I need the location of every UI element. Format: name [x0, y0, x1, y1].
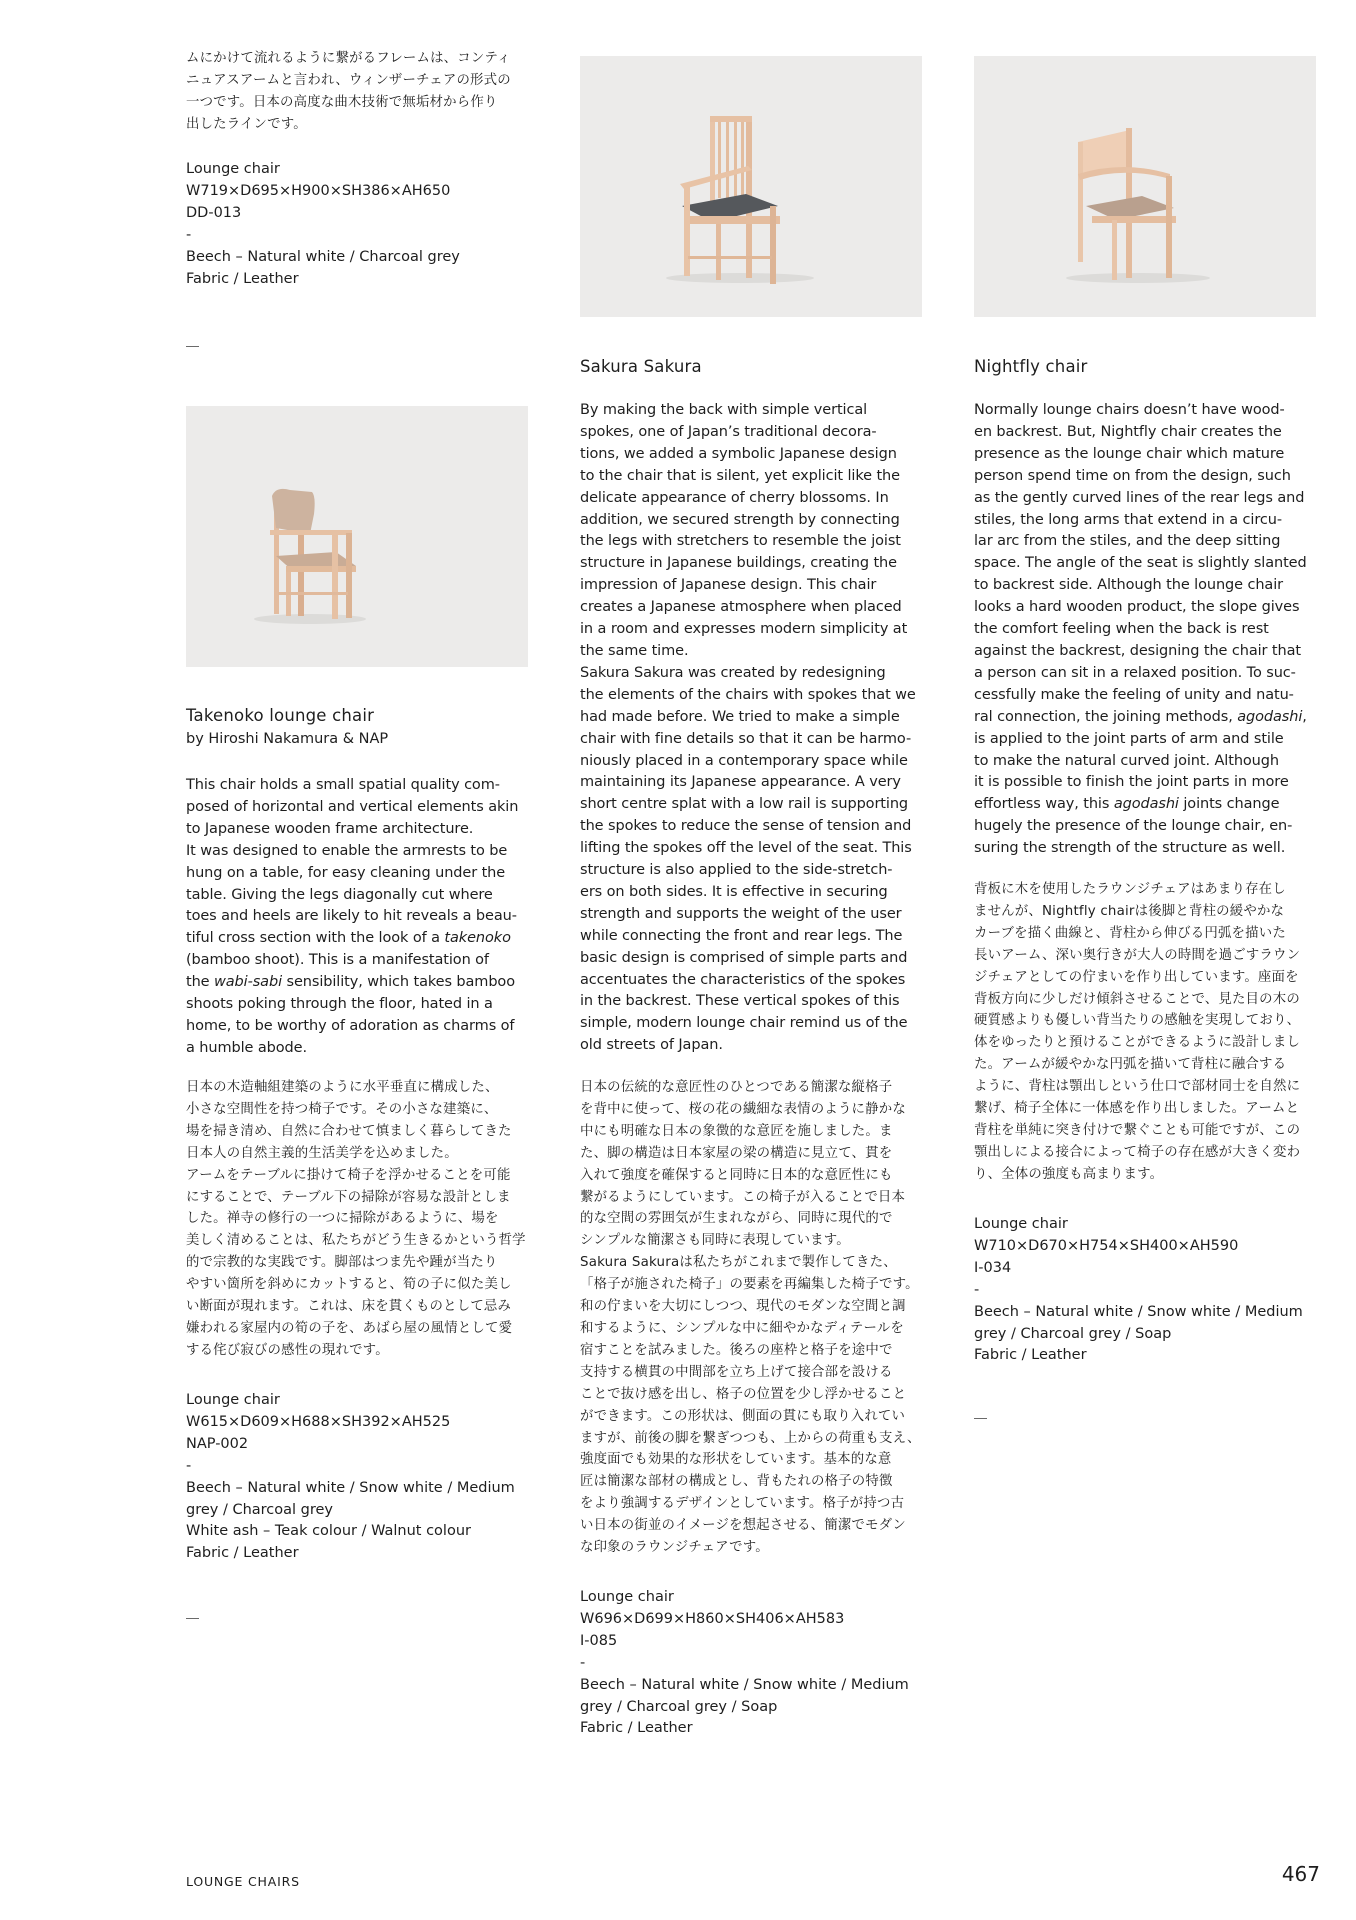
text-line: 硬質感よりも優しい背当たりの感触を実現しており、 — [974, 1013, 1301, 1029]
nightfly-description-en — [974, 400, 1316, 860]
text-line: chair with fine details so that it can be harmo- — [580, 730, 912, 747]
text-line: 背板に木を使用したラウンジチェアはあまり存在し — [974, 882, 1286, 897]
text-line: ムにかけて流れるように繋がるフレームは、コンティ — [186, 51, 511, 66]
text-line: the elements of the chairs with spokes that we — [580, 686, 916, 703]
nightfly-description-jp — [974, 879, 1316, 1186]
text-line: a humble abode. — [186, 1039, 307, 1056]
text-line: た。アームが緩やかな円弧を描いて背柱に融合する — [974, 1057, 1287, 1073]
text-line: hugely the presence of the lounge chair, en- — [974, 818, 1293, 835]
text-line: 出したラインです。 — [186, 116, 307, 132]
spec-code: NAP-002 — [186, 1435, 249, 1452]
text-line: 繋がるようにしています。この椅子が入ることで日本 — [580, 1189, 906, 1205]
text-line: やすい箇所を斜めにカットすると、筍の子に似た美し — [186, 1277, 512, 1293]
page-number: 467 — [1281, 1862, 1320, 1886]
text-line: 的で宗教的な実践です。脚部はつま先や踵が当たり — [186, 1255, 498, 1271]
text-line: ませんが、Nightfly chairは後脚と背柱の緩やかな — [974, 903, 1285, 919]
text-line: 「格子が施された椅子」の要素を再編集した椅子です。 — [580, 1277, 919, 1293]
text-line: the spokes to reduce the sense of tension and — [580, 818, 912, 835]
takenoko-description-jp — [186, 1077, 528, 1362]
section-separator — [186, 1618, 199, 1619]
spec-type: Lounge chair — [186, 161, 280, 177]
text-line: the legs with stretchers to resemble the joist — [580, 533, 901, 550]
text-line: effortless way, this — [974, 796, 1114, 813]
text-line: 強度面でも効果的な形状をしています。基本的な意 — [580, 1452, 892, 1468]
text-line: person spend time on from the design, such — [974, 467, 1291, 484]
text-line: suring the strength of the structure as well. — [974, 840, 1286, 857]
text-line: ように、背柱は顎出しという仕口で部材同士を自然に — [974, 1079, 1301, 1095]
sakura-description-jp — [580, 1077, 922, 1559]
sakura-title: Sakura Sakura — [580, 357, 702, 376]
text-line: ができます。この形状は、側面の貫にも取り入れてい — [580, 1408, 906, 1424]
text-line: table. Giving the legs diagonally cut where — [186, 886, 493, 903]
text-line: を背中に使って、桜の花の繊細な表情のように静かな — [580, 1101, 906, 1117]
takenoko-designer: by Hiroshi Nakamura & NAP — [186, 731, 389, 747]
text-line: した。禅寺の修行の一つに掃除があるように、場を — [186, 1211, 499, 1227]
text-line: 支持する横貫の中間部を立ち上げて接合部を設ける — [580, 1364, 893, 1380]
text-line: にすることで、テーブル下の掃除が容易な設計としま — [186, 1189, 511, 1205]
text-line: space. The angle of the seat is slightly slanted — [974, 555, 1307, 572]
spec-divider: - — [580, 1654, 586, 1671]
text-line: 場を掃き清め、自然に合わせて慎ましく暮らしてきた — [186, 1123, 512, 1139]
text-line: カーブを描く曲線と、背柱から伸びる円弧を描いた — [974, 925, 1286, 941]
spec-code: I-034 — [974, 1259, 1012, 1276]
text-line: 嫌われる家屋内の筍の子を、あばら屋の風情として愛 — [186, 1320, 513, 1336]
text-line: to the chair that is silent, yet explicit like the — [580, 467, 900, 484]
text-line: ジチェアとしての佇まいを作り出しています。座面を — [974, 969, 1299, 985]
text-line: , — [1302, 708, 1307, 725]
spec-code: DD-013 — [186, 204, 242, 221]
text-line: lifting the spokes off the level of the seat. This — [580, 840, 912, 857]
text-line: (bamboo shoot). This is a manifestation of — [186, 952, 489, 969]
text-line: 背板方向に少しだけ傾斜させることで、見た目の木の — [974, 991, 1300, 1007]
text-line: is applied to the joint parts of arm and stile — [974, 730, 1284, 747]
spec-type: Lounge chair — [186, 1392, 280, 1408]
section-separator — [186, 346, 199, 347]
text-line: 顎出しによる接合によって椅子の存在感が大きく変わ — [974, 1144, 1301, 1160]
italic-term: wabi-sabi — [214, 974, 282, 991]
takenoko-chair-photo — [186, 406, 528, 667]
section-separator — [974, 1418, 987, 1419]
text-line: structure in Japanese buildings, creating the — [580, 555, 897, 572]
text-line: tions, we added a symbolic Japanese design — [580, 445, 897, 462]
text-line: had made before. We tried to make a simple — [580, 708, 900, 725]
spec-divider: - — [974, 1281, 980, 1298]
spec-material: Beech – Natural white / Snow white / Medium — [580, 1676, 909, 1693]
text-line: stiles, the long arms that extend in a circu- — [974, 511, 1282, 528]
text-line: ers on both sides. It is effective in securing — [580, 883, 888, 900]
text-line: impression of Japanese design. This chair — [580, 577, 877, 594]
text-line: presence as the lounge chair which mature — [974, 445, 1285, 462]
section-label: LOUNGE CHAIRS — [186, 1874, 300, 1889]
text-line: accentuates the characteristics of the spokes — [580, 971, 906, 988]
text-line: tiful cross section with the look of a — [186, 930, 445, 947]
spec-upholstery: Fabric / Leather — [186, 1545, 299, 1562]
text-line: to Japanese wooden frame architecture. — [186, 820, 474, 837]
text-line: 日本人の自然主義的生活美学を込めました。 — [186, 1145, 458, 1161]
text-line: 和の佇まいを大切にしつつ、現代のモダンな空間と調 — [580, 1299, 906, 1315]
text-line: 一つです。日本の高度な曲木技術で無垢材から作り — [186, 94, 498, 110]
text-line: basic design is comprised of simple parts and — [580, 949, 908, 966]
text-line: ral connection, the joining methods, — [974, 708, 1238, 725]
text-line: アームをテーブルに掛けて椅子を浮かせることを可能 — [186, 1167, 511, 1183]
text-line: 小さな空間性を持つ椅子です。その小さな建築に、 — [186, 1101, 498, 1117]
spec-material: grey / Charcoal grey / Soap — [580, 1698, 778, 1715]
text-line: a person can sit in a relaxed position. To suc- — [974, 664, 1296, 681]
spec-material: Beech – Natural white / Snow white / Medium — [186, 1479, 515, 1496]
text-line: looks a hard wooden product, the slope gives — [974, 599, 1300, 616]
spec-material: grey / Charcoal grey / Soap — [974, 1325, 1172, 1342]
sakura-spec — [580, 1587, 922, 1740]
text-line: 美しく清めることは、私たちがどう生きるかという哲学 — [186, 1233, 526, 1249]
text-line: Sakura Sakuraは私たちがこれまで製作してきた、 — [580, 1255, 897, 1271]
sakura-description-en — [580, 400, 922, 1057]
spec-code: I-085 — [580, 1632, 618, 1649]
text-line: た、脚の構造は日本家屋の梁の構造に見立て、貫を — [580, 1145, 893, 1161]
text-line: 匠は簡潔な部材の構成とし、背もたれの格子の特徴 — [580, 1474, 893, 1490]
text-line: Sakura Sakura was created by redesigning — [580, 664, 886, 681]
text-line: the comfort feeling when the back is rest — [974, 621, 1269, 638]
text-line: sensibility, which takes bamboo — [282, 974, 515, 991]
text-line: to backrest side. Although the lounge chair — [974, 577, 1284, 594]
text-line: in the backrest. These vertical spokes of this — [580, 993, 900, 1010]
text-line: home, to be worthy of adoration as charms of — [186, 1017, 515, 1034]
spec-divider: - — [186, 226, 192, 243]
nightfly-chair-photo — [974, 56, 1316, 317]
text-line: while connecting the front and rear legs. The — [580, 927, 903, 944]
dd013-spec — [186, 159, 528, 290]
text-line: ますが、前後の脚を繋ぎつつも、上からの荷重も支え、 — [580, 1430, 921, 1446]
text-line: it is possible to finish the joint parts in more — [974, 774, 1289, 791]
text-line: creates a Japanese atmosphere when placed — [580, 599, 902, 616]
text-line: This chair holds a small spatial quality com- — [186, 777, 500, 793]
text-line: in a room and expresses modern simplicity at — [580, 621, 908, 638]
text-line: Normally lounge chairs doesn’t have wood- — [974, 402, 1285, 418]
text-line: な印象のラウンジチェアです。 — [580, 1540, 769, 1556]
spec-dimensions: W615×D609×H688×SH392×AH525 — [186, 1413, 451, 1430]
text-line: as the gently curved lines of the rear legs and — [974, 489, 1305, 506]
spec-upholstery: Fabric / Leather — [186, 270, 299, 287]
spec-type: Lounge chair — [580, 1589, 674, 1605]
text-line: 日本の伝統的な意匠性のひとつである簡潔な縦格子 — [580, 1080, 893, 1095]
text-line: toes and heels are likely to hit reveals a beau- — [186, 908, 517, 925]
text-line: delicate appearance of cherry blossoms. In — [580, 489, 889, 506]
dd013-intro-jp — [186, 48, 528, 136]
text-line: ことで抜け感を出し、格子の位置を少し浮かせること — [580, 1386, 907, 1402]
text-line: い日本の街並のイメージを想起させる、簡潔でモダン — [580, 1518, 906, 1534]
text-line: ニュアスアームと言われ、ウィンザーチェアの形式の — [186, 72, 511, 88]
text-line: する侘び寂びの感性の現れです。 — [186, 1342, 389, 1358]
text-line: the same time. — [580, 642, 689, 659]
takenoko-heading — [186, 704, 528, 750]
text-line: By making the back with simple vertical — [580, 402, 868, 418]
spec-type: Lounge chair — [974, 1216, 1068, 1232]
spec-dimensions: W710×D670×H754×SH400×AH590 — [974, 1237, 1239, 1254]
text-line: strength and supports the weight of the user — [580, 905, 902, 922]
text-line: spokes, one of Japan’s traditional decora- — [580, 423, 877, 440]
text-line: niously placed in a contemporary space while — [580, 752, 908, 769]
text-line: It was designed to enable the armrests to be — [186, 842, 508, 859]
nightfly-title: Nightfly chair — [974, 357, 1088, 376]
text-line: 日本の木造軸組建築のように水平垂直に構成した、 — [186, 1080, 499, 1095]
text-line: the — [186, 974, 215, 991]
spec-divider: - — [186, 1457, 192, 1474]
text-line: simple, modern lounge chair remind us of the — [580, 1015, 908, 1032]
text-line: structure is also applied to the side-stretch- — [580, 862, 893, 879]
text-line: short centre splat with a low rail is supporting — [580, 796, 909, 813]
spec-material: White ash – Teak colour / Walnut colour — [186, 1523, 471, 1540]
italic-term: agodashi — [1237, 708, 1303, 725]
text-line: joints change — [1178, 796, 1280, 813]
sakura-chair-photo — [580, 56, 922, 317]
text-line: maintaining its Japanese appearance. A very — [580, 774, 901, 791]
nightfly-spec — [974, 1214, 1316, 1367]
text-line: 中にも明確な日本の象徴的な意匠を施しました。ま — [580, 1123, 893, 1139]
text-line: 宿すことを試みました。後ろの座枠と格子を途中で — [580, 1342, 893, 1358]
text-line: hung on a table, for easy cleaning under the — [186, 864, 506, 881]
text-line: shoots poking through the floor, hated in a — [186, 996, 493, 1013]
text-line: addition, we secured strength by connecting — [580, 511, 900, 528]
spec-dimensions: W696×D699×H860×SH406×AH583 — [580, 1610, 845, 1627]
text-line: 的な空間の雰囲気が生まれながら、同時に現代的で — [580, 1211, 893, 1227]
takenoko-spec — [186, 1390, 528, 1565]
text-line: 繋げ、椅子全体に一体感を作り出しました。アームと — [974, 1101, 1300, 1117]
text-line: lar arc from the stiles, and the deep sitting — [974, 533, 1281, 550]
text-line: old streets of Japan. — [580, 1037, 723, 1054]
text-line: 体をゆったりと預けることができるように設計しまし — [974, 1035, 1301, 1051]
spec-material: Beech – Natural white / Charcoal grey — [186, 248, 460, 265]
text-line: posed of horizontal and vertical elements akin — [186, 798, 519, 815]
text-line: to make the natural curved joint. Although — [974, 752, 1279, 769]
italic-term: agodashi — [1113, 796, 1179, 813]
spec-dimensions: W719×D695×H900×SH386×AH650 — [186, 182, 451, 199]
text-line: 入れて強度を確保すると同時に日本的な意匠性にも — [580, 1167, 893, 1183]
spec-upholstery: Fabric / Leather — [974, 1347, 1087, 1364]
spec-material: grey / Charcoal grey — [186, 1501, 334, 1518]
spec-material: Beech – Natural white / Snow white / Medium — [974, 1303, 1303, 1320]
takenoko-description-en — [186, 775, 528, 1060]
italic-term: takenoko — [444, 930, 511, 947]
text-line: シンプルな簡潔さも同時に表現しています。 — [580, 1233, 850, 1249]
takenoko-title: Takenoko lounge chair — [186, 706, 375, 725]
text-line: い断面が現れます。これは、床を貫くものとして忌み — [186, 1299, 512, 1315]
text-line: 長いアーム、深い奥行きが大人の時間を過ごすラウン — [974, 947, 1301, 963]
text-line: 和するように、シンプルな中に細やかなディテールを — [580, 1320, 904, 1336]
text-line: cessfully make the feeling of unity and natu- — [974, 686, 1294, 703]
text-line: をより強調するデザインとしています。格子が持つ古 — [580, 1496, 905, 1512]
text-line: 背柱を単純に突き付けで繋ぐことも可能ですが、この — [974, 1122, 1301, 1138]
text-line: り、全体の強度も高まります。 — [974, 1166, 1164, 1182]
text-line: against the backrest, designing the chair that — [974, 642, 1301, 659]
text-line: en backrest. But, Nightfly chair creates the — [974, 423, 1282, 440]
spec-upholstery: Fabric / Leather — [580, 1720, 693, 1737]
